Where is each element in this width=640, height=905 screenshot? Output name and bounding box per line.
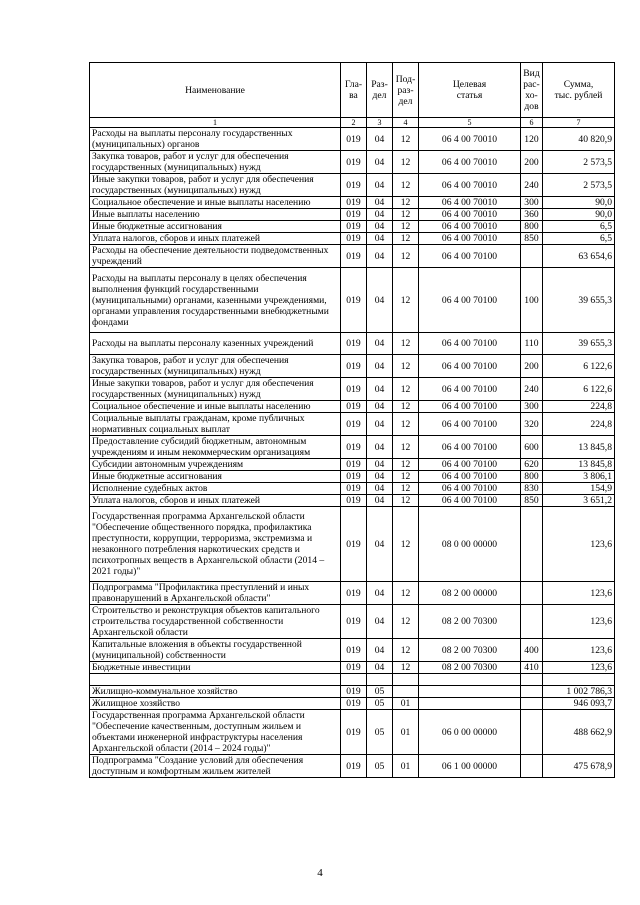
cell-target: 06 4 00 70100 bbox=[419, 401, 521, 413]
cell-sum: 13 845,8 bbox=[543, 459, 615, 471]
cell-chapter: 019 bbox=[341, 686, 367, 698]
index-cell: 1 bbox=[90, 118, 341, 128]
table-row bbox=[90, 378, 615, 401]
cell-expense-type: 800 bbox=[521, 221, 543, 233]
cell-expense-type bbox=[521, 686, 543, 698]
cell-name: Подпрограмма "Профилактика преступлений и иных правонарушений в Архангельской области" bbox=[90, 582, 341, 605]
cell-target: 08 2 00 70300 bbox=[419, 662, 521, 674]
cell-subsection: 12 bbox=[393, 483, 419, 495]
table-row bbox=[90, 698, 615, 710]
cell-target: 06 4 00 70010 bbox=[419, 128, 521, 151]
cell-sum: 1 002 786,3 bbox=[543, 686, 615, 698]
cell-subsection bbox=[393, 686, 419, 698]
cell-chapter: 019 bbox=[341, 495, 367, 507]
cell-sum: 90,0 bbox=[543, 209, 615, 221]
cell-sum: 13 845,8 bbox=[543, 436, 615, 459]
cell-sum: 946 093,7 bbox=[543, 698, 615, 710]
cell-section: 04 bbox=[367, 483, 393, 495]
cell-chapter: 019 bbox=[341, 755, 367, 778]
cell-name: Предоставление субсидий бюджетным, автономным учреждениям и иным некоммерческим организациям bbox=[90, 436, 341, 459]
cell-target: 06 4 00 70100 bbox=[419, 355, 521, 378]
cell-expense-type bbox=[521, 674, 543, 686]
cell-chapter: 019 bbox=[341, 413, 367, 436]
table-row bbox=[90, 639, 615, 662]
cell-section: 04 bbox=[367, 401, 393, 413]
cell-expense-type: 360 bbox=[521, 209, 543, 221]
cell-target: 06 4 00 70010 bbox=[419, 174, 521, 197]
cell-sum: 488 662,9 bbox=[543, 710, 615, 755]
cell-expense-type: 850 bbox=[521, 233, 543, 245]
cell-subsection: 01 bbox=[393, 755, 419, 778]
cell-section: 04 bbox=[367, 355, 393, 378]
cell-expense-type: 850 bbox=[521, 495, 543, 507]
cell-sum: 475 678,9 bbox=[543, 755, 615, 778]
cell-subsection: 12 bbox=[393, 378, 419, 401]
cell-expense-type: 830 bbox=[521, 483, 543, 495]
cell-expense-type bbox=[521, 605, 543, 639]
cell-subsection bbox=[393, 674, 419, 686]
table-row bbox=[90, 233, 615, 245]
cell-expense-type: 110 bbox=[521, 333, 543, 355]
cell-section: 04 bbox=[367, 333, 393, 355]
cell-target: 08 0 00 00000 bbox=[419, 507, 521, 582]
cell-section: 04 bbox=[367, 471, 393, 483]
cell-sum: 123,6 bbox=[543, 662, 615, 674]
cell-expense-type: 300 bbox=[521, 401, 543, 413]
cell-section: 04 bbox=[367, 436, 393, 459]
cell-subsection: 12 bbox=[393, 333, 419, 355]
cell-expense-type bbox=[521, 582, 543, 605]
cell-expense-type: 300 bbox=[521, 197, 543, 209]
cell-target: 06 4 00 70100 bbox=[419, 245, 521, 268]
cell-chapter: 019 bbox=[341, 221, 367, 233]
cell-sum: 3 806,1 bbox=[543, 471, 615, 483]
index-cell: 6 bbox=[521, 118, 543, 128]
cell-chapter: 019 bbox=[341, 605, 367, 639]
cell-section: 04 bbox=[367, 378, 393, 401]
cell-target: 06 4 00 70100 bbox=[419, 495, 521, 507]
cell-target: 06 4 00 70100 bbox=[419, 333, 521, 355]
cell-chapter: 019 bbox=[341, 245, 367, 268]
cell-section: 04 bbox=[367, 128, 393, 151]
cell-chapter: 019 bbox=[341, 639, 367, 662]
cell-section: 04 bbox=[367, 268, 393, 333]
cell-subsection: 12 bbox=[393, 233, 419, 245]
cell-chapter: 019 bbox=[341, 209, 367, 221]
cell-subsection: 12 bbox=[393, 221, 419, 233]
table-row bbox=[90, 459, 615, 471]
cell-chapter: 019 bbox=[341, 233, 367, 245]
cell-expense-type: 600 bbox=[521, 436, 543, 459]
cell-target: 06 4 00 70010 bbox=[419, 221, 521, 233]
cell-target bbox=[419, 698, 521, 710]
cell-name: Строительство и реконструкция объектов капитального строительства государственной собственности Архангельской области bbox=[90, 605, 341, 639]
cell-section: 04 bbox=[367, 413, 393, 436]
cell-section: 04 bbox=[367, 582, 393, 605]
cell-subsection: 12 bbox=[393, 436, 419, 459]
cell-section: 05 bbox=[367, 686, 393, 698]
cell-chapter: 019 bbox=[341, 507, 367, 582]
cell-chapter bbox=[341, 674, 367, 686]
table-body bbox=[90, 128, 615, 778]
cell-name: Иные закупки товаров, работ и услуг для обеспечения государственных (муниципальных) нужд bbox=[90, 174, 341, 197]
cell-name: Социальное обеспечение и иные выплаты населению bbox=[90, 401, 341, 413]
cell-name: Бюджетные инвестиции bbox=[90, 662, 341, 674]
cell-section: 05 bbox=[367, 755, 393, 778]
cell-chapter: 019 bbox=[341, 268, 367, 333]
header-section: Раз- дел bbox=[367, 63, 393, 118]
cell-sum: 123,6 bbox=[543, 582, 615, 605]
table-row bbox=[90, 507, 615, 582]
cell-sum: 6,5 bbox=[543, 233, 615, 245]
table-row bbox=[90, 221, 615, 233]
cell-sum: 224,8 bbox=[543, 413, 615, 436]
cell-target: 06 4 00 70100 bbox=[419, 268, 521, 333]
table-row bbox=[90, 333, 615, 355]
table-row bbox=[90, 401, 615, 413]
cell-target: 06 4 00 70100 bbox=[419, 471, 521, 483]
cell-expense-type bbox=[521, 755, 543, 778]
cell-sum: 224,8 bbox=[543, 401, 615, 413]
header-name: Наименование bbox=[90, 63, 341, 118]
cell-subsection: 12 bbox=[393, 245, 419, 268]
cell-name: Расходы на выплаты персоналу казенных учреждений bbox=[90, 333, 341, 355]
cell-sum: 40 820,9 bbox=[543, 128, 615, 151]
header-row bbox=[90, 63, 615, 118]
table-row bbox=[90, 662, 615, 674]
cell-sum: 2 573,5 bbox=[543, 174, 615, 197]
table-row bbox=[90, 674, 615, 686]
cell-expense-type: 100 bbox=[521, 268, 543, 333]
cell-name: Социальные выплаты гражданам, кроме публичных нормативных социальных выплат bbox=[90, 413, 341, 436]
cell-subsection: 12 bbox=[393, 495, 419, 507]
cell-chapter: 019 bbox=[341, 333, 367, 355]
header-chapter: Гла- ва bbox=[341, 63, 367, 118]
cell-name: Исполнение судебных актов bbox=[90, 483, 341, 495]
cell-expense-type: 200 bbox=[521, 151, 543, 174]
cell-section: 04 bbox=[367, 221, 393, 233]
index-cell: 7 bbox=[543, 118, 615, 128]
cell-section bbox=[367, 674, 393, 686]
cell-section: 04 bbox=[367, 662, 393, 674]
cell-subsection: 12 bbox=[393, 459, 419, 471]
cell-sum: 39 655,3 bbox=[543, 268, 615, 333]
index-cell: 2 bbox=[341, 118, 367, 128]
cell-section: 04 bbox=[367, 507, 393, 582]
cell-chapter: 019 bbox=[341, 698, 367, 710]
cell-section: 05 bbox=[367, 698, 393, 710]
cell-chapter: 019 bbox=[341, 483, 367, 495]
cell-subsection: 12 bbox=[393, 174, 419, 197]
cell-target: 06 4 00 70010 bbox=[419, 209, 521, 221]
cell-chapter: 019 bbox=[341, 710, 367, 755]
cell-expense-type: 800 bbox=[521, 471, 543, 483]
cell-name: Иные бюджетные ассигнования bbox=[90, 221, 341, 233]
table-row bbox=[90, 582, 615, 605]
table-row bbox=[90, 495, 615, 507]
cell-target: 06 4 00 70010 bbox=[419, 197, 521, 209]
cell-target: 06 4 00 70100 bbox=[419, 436, 521, 459]
cell-name: Социальное обеспечение и иные выплаты населению bbox=[90, 197, 341, 209]
cell-target bbox=[419, 674, 521, 686]
table-row bbox=[90, 436, 615, 459]
cell-sum: 154,9 bbox=[543, 483, 615, 495]
cell-subsection: 12 bbox=[393, 151, 419, 174]
cell-section: 04 bbox=[367, 495, 393, 507]
cell-subsection: 01 bbox=[393, 710, 419, 755]
cell-name: Иные закупки товаров, работ и услуг для обеспечения государственных (муниципальных) нужд bbox=[90, 378, 341, 401]
cell-chapter: 019 bbox=[341, 582, 367, 605]
cell-sum: 63 654,6 bbox=[543, 245, 615, 268]
cell-chapter: 019 bbox=[341, 436, 367, 459]
cell-chapter: 019 bbox=[341, 459, 367, 471]
cell-subsection: 12 bbox=[393, 355, 419, 378]
cell-sum: 6,5 bbox=[543, 221, 615, 233]
header-expense-type: Вид рас- хо- дов bbox=[521, 63, 543, 118]
column-index-row bbox=[90, 118, 615, 128]
table-row bbox=[90, 197, 615, 209]
table-row bbox=[90, 686, 615, 698]
cell-target bbox=[419, 686, 521, 698]
cell-target: 06 4 00 70010 bbox=[419, 233, 521, 245]
cell-subsection: 12 bbox=[393, 209, 419, 221]
cell-chapter: 019 bbox=[341, 662, 367, 674]
cell-subsection: 12 bbox=[393, 582, 419, 605]
cell-expense-type: 320 bbox=[521, 413, 543, 436]
cell-subsection: 12 bbox=[393, 507, 419, 582]
table-row bbox=[90, 128, 615, 151]
cell-expense-type: 120 bbox=[521, 128, 543, 151]
cell-expense-type: 240 bbox=[521, 378, 543, 401]
cell-subsection: 12 bbox=[393, 401, 419, 413]
table-row bbox=[90, 245, 615, 268]
cell-sum: 123,6 bbox=[543, 639, 615, 662]
cell-section: 04 bbox=[367, 459, 393, 471]
cell-name: Расходы на выплаты персоналу в целях обеспечения выполнения функций государственными (муниципальными) органами, казенными учреждениями, органами управления государственными внебюджетными фондами bbox=[90, 268, 341, 333]
cell-name: Жилищное хозяйство bbox=[90, 698, 341, 710]
index-cell: 5 bbox=[419, 118, 521, 128]
cell-section: 04 bbox=[367, 197, 393, 209]
table-row bbox=[90, 755, 615, 778]
cell-name: Уплата налогов, сборов и иных платежей bbox=[90, 495, 341, 507]
table-row bbox=[90, 174, 615, 197]
cell-name: Уплата налогов, сборов и иных платежей bbox=[90, 233, 341, 245]
cell-subsection: 12 bbox=[393, 471, 419, 483]
cell-name: Закупка товаров, работ и услуг для обеспечения государственных (муниципальных) нужд bbox=[90, 151, 341, 174]
cell-expense-type bbox=[521, 507, 543, 582]
cell-subsection: 12 bbox=[393, 197, 419, 209]
cell-name: Государственная программа Архангельской области "Обеспечение качественным, доступным жильем и объектами инженерной инфраструктуры населения Архангельской области (2014 – 2024 годы)" bbox=[90, 710, 341, 755]
cell-expense-type: 400 bbox=[521, 639, 543, 662]
index-cell: 4 bbox=[393, 118, 419, 128]
page-number: 4 bbox=[317, 867, 323, 879]
cell-name: Иные бюджетные ассигнования bbox=[90, 471, 341, 483]
cell-target: 06 4 00 70100 bbox=[419, 413, 521, 436]
cell-section: 04 bbox=[367, 209, 393, 221]
cell-subsection: 12 bbox=[393, 128, 419, 151]
cell-expense-type: 620 bbox=[521, 459, 543, 471]
cell-subsection: 01 bbox=[393, 698, 419, 710]
table-row bbox=[90, 209, 615, 221]
cell-section: 04 bbox=[367, 233, 393, 245]
cell-sum: 123,6 bbox=[543, 605, 615, 639]
cell-section: 04 bbox=[367, 639, 393, 662]
cell-target: 08 2 00 00000 bbox=[419, 582, 521, 605]
table-row bbox=[90, 471, 615, 483]
cell-sum: 2 573,5 bbox=[543, 151, 615, 174]
cell-target: 06 4 00 70100 bbox=[419, 378, 521, 401]
cell-section: 04 bbox=[367, 174, 393, 197]
cell-name: Расходы на обеспечение деятельности подведомственных учреждений bbox=[90, 245, 341, 268]
cell-target: 06 4 00 70010 bbox=[419, 151, 521, 174]
cell-sum: 90,0 bbox=[543, 197, 615, 209]
cell-name: Закупка товаров, работ и услуг для обеспечения государственных (муниципальных) нужд bbox=[90, 355, 341, 378]
cell-expense-type: 200 bbox=[521, 355, 543, 378]
cell-chapter: 019 bbox=[341, 471, 367, 483]
cell-subsection: 12 bbox=[393, 639, 419, 662]
cell-target: 08 2 00 70300 bbox=[419, 639, 521, 662]
cell-subsection: 12 bbox=[393, 605, 419, 639]
cell-chapter: 019 bbox=[341, 355, 367, 378]
index-cell: 3 bbox=[367, 118, 393, 128]
cell-name bbox=[90, 674, 341, 686]
cell-name: Государственная программа Архангельской области "Обеспечение общественного порядка, профилактика преступности, коррупции, терроризма, экстремизма и незаконного потребления наркотических средств и психотропных веществ в Архангельской области (2014 – 2021 годы)" bbox=[90, 507, 341, 582]
cell-subsection: 12 bbox=[393, 268, 419, 333]
cell-name: Подпрограмма "Создание условий для обеспечения доступным и комфортным жильем жителей bbox=[90, 755, 341, 778]
cell-sum: 3 651,2 bbox=[543, 495, 615, 507]
cell-target: 06 0 00 00000 bbox=[419, 710, 521, 755]
cell-chapter: 019 bbox=[341, 128, 367, 151]
cell-name: Иные выплаты населению bbox=[90, 209, 341, 221]
cell-sum: 123,6 bbox=[543, 507, 615, 582]
cell-sum: 6 122,6 bbox=[543, 355, 615, 378]
table-row bbox=[90, 483, 615, 495]
cell-name: Расходы на выплаты персоналу государственных (муниципальных) органов bbox=[90, 128, 341, 151]
table-row bbox=[90, 151, 615, 174]
cell-section: 04 bbox=[367, 245, 393, 268]
cell-target: 06 1 00 00000 bbox=[419, 755, 521, 778]
cell-expense-type: 410 bbox=[521, 662, 543, 674]
cell-target: 06 4 00 70100 bbox=[419, 483, 521, 495]
cell-expense-type bbox=[521, 245, 543, 268]
table-row bbox=[90, 710, 615, 755]
table-row bbox=[90, 355, 615, 378]
table-row bbox=[90, 413, 615, 436]
cell-name: Субсидии автономным учреждениям bbox=[90, 459, 341, 471]
cell-chapter: 019 bbox=[341, 197, 367, 209]
cell-subsection: 12 bbox=[393, 662, 419, 674]
cell-expense-type bbox=[521, 710, 543, 755]
cell-chapter: 019 bbox=[341, 174, 367, 197]
cell-expense-type: 240 bbox=[521, 174, 543, 197]
cell-target: 06 4 00 70100 bbox=[419, 459, 521, 471]
cell-section: 04 bbox=[367, 605, 393, 639]
header-sum: Сумма, тыс. рублей bbox=[543, 63, 615, 118]
cell-name: Жилищно-коммунальное хозяйство bbox=[90, 686, 341, 698]
header-target: Целевая статья bbox=[419, 63, 521, 118]
cell-subsection: 12 bbox=[393, 413, 419, 436]
cell-sum bbox=[543, 674, 615, 686]
cell-name: Капитальные вложения в объекты государственной (муниципальной) собственности bbox=[90, 639, 341, 662]
cell-target: 08 2 00 70300 bbox=[419, 605, 521, 639]
table-row bbox=[90, 268, 615, 333]
table-row bbox=[90, 605, 615, 639]
cell-chapter: 019 bbox=[341, 151, 367, 174]
cell-expense-type bbox=[521, 698, 543, 710]
cell-sum: 6 122,6 bbox=[543, 378, 615, 401]
cell-section: 04 bbox=[367, 151, 393, 174]
cell-section: 05 bbox=[367, 710, 393, 755]
cell-sum: 39 655,3 bbox=[543, 333, 615, 355]
budget-table bbox=[89, 62, 615, 778]
cell-chapter: 019 bbox=[341, 378, 367, 401]
header-subsection: Под- раз- дел bbox=[393, 63, 419, 118]
cell-chapter: 019 bbox=[341, 401, 367, 413]
